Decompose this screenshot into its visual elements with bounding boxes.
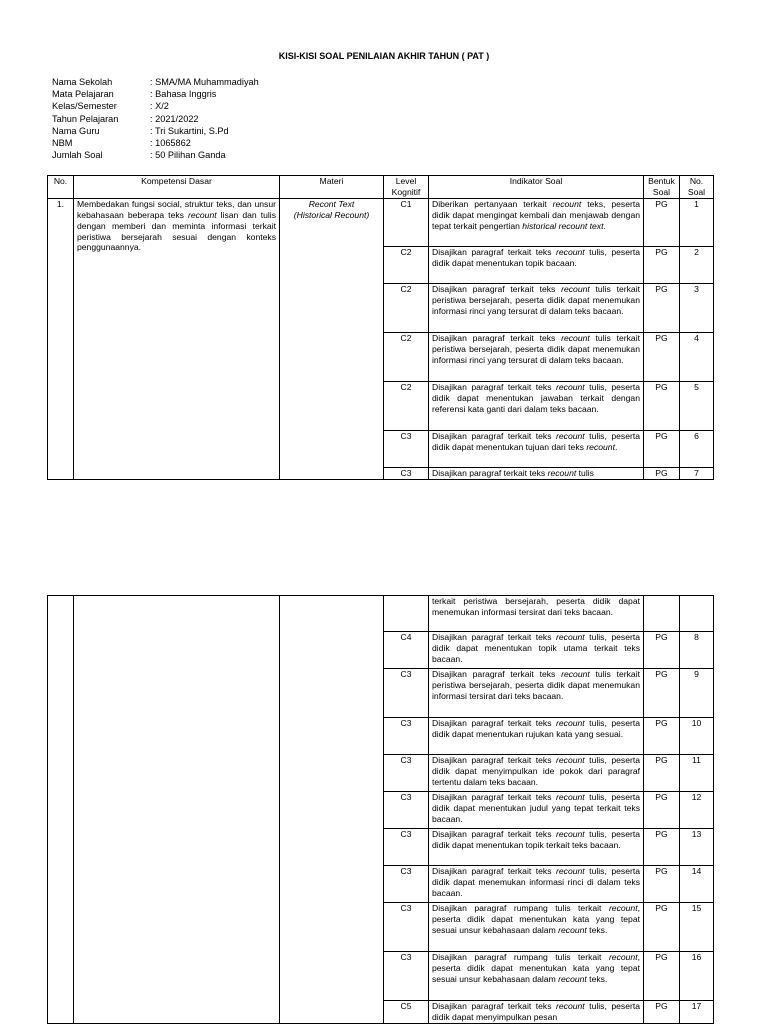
info-row bbox=[52, 125, 259, 137]
indikator-cell: Disajikan paragraf terkait teks recount tulis terkait peristiwa bersejarah, peserta didik dapat menemukan informasi rinci yang tersurat di dalam teks bacaan. bbox=[429, 332, 644, 381]
level-kognitif-cell: C3 bbox=[384, 866, 429, 903]
info-value: : X/2 bbox=[150, 101, 169, 112]
info-row bbox=[52, 76, 259, 88]
info-value: : SMA/MA Muhammadiyah bbox=[150, 77, 259, 87]
header-no-soal: No. Soal bbox=[680, 176, 714, 199]
no-soal-cell: 3 bbox=[680, 283, 714, 332]
kompetensi-dasar-empty bbox=[74, 596, 280, 1024]
info-value: : 2021/2022 bbox=[150, 113, 199, 124]
no-soal-cell: 8 bbox=[680, 632, 714, 669]
table-header-row bbox=[48, 176, 714, 199]
level-kognitif-cell: C5 bbox=[384, 1001, 429, 1024]
school-info-block bbox=[52, 76, 259, 161]
no-soal-cell: 14 bbox=[680, 866, 714, 903]
indikator-cell: Disajikan paragraf terkait teks recount tulis, peserta didik dapat menentukan topik terkait teks bacaan. bbox=[429, 829, 644, 866]
indikator-cell: Disajikan paragraf terkait teks recount tulis, peserta didik dapat menyimpulkan ide pokok dari paragraf tertentu dalam teks bacaan. bbox=[429, 755, 644, 792]
indikator-cell: Disajikan paragraf terkait teks recount tulis, peserta didik dapat menentukan tujuan dari teks recount. bbox=[429, 430, 644, 467]
info-row bbox=[52, 137, 259, 149]
no-soal-cell: 12 bbox=[680, 792, 714, 829]
bentuk-soal-cell: PG bbox=[644, 246, 680, 283]
level-kognitif-cell: C3 bbox=[384, 952, 429, 1001]
bentuk-soal-cell: PG bbox=[644, 829, 680, 866]
no-soal-cell: 4 bbox=[680, 332, 714, 381]
bentuk-soal-cell: PG bbox=[644, 198, 680, 246]
level-kognitif-cell: C4 bbox=[384, 632, 429, 669]
indicator-italic-term: recount bbox=[556, 430, 585, 441]
bentuk-soal-empty bbox=[644, 596, 680, 632]
kisi-kisi-table-page-1 bbox=[47, 175, 714, 480]
no-soal-cell: 10 bbox=[680, 718, 714, 755]
bentuk-soal-cell: PG bbox=[644, 332, 680, 381]
row-number: 1. bbox=[48, 198, 74, 479]
level-kognitif-cell: C3 bbox=[384, 718, 429, 755]
no-soal-cell: 7 bbox=[680, 467, 714, 479]
no-soal-cell: 6 bbox=[680, 430, 714, 467]
indicator-italic-term: recount bbox=[586, 441, 615, 452]
bentuk-soal-cell: PG bbox=[644, 381, 680, 430]
indicator-italic-term: recount bbox=[556, 246, 585, 257]
document-title: KISI-KISI SOAL PENILAIAN AKHIR TAHUN ( PAT ) bbox=[278, 51, 490, 61]
level-kognitif-empty bbox=[384, 596, 429, 632]
info-row bbox=[52, 100, 259, 112]
level-kognitif-cell: C1 bbox=[384, 198, 429, 246]
no-soal-cell: 15 bbox=[680, 903, 714, 952]
indikator-cell: Diberikan pertanyaan terkait recount teks, peserta didik dapat mengingat kembali dan menjawab dengan tepat terkait pengertian historical recount text. bbox=[429, 198, 644, 246]
level-kognitif-cell: C3 bbox=[384, 430, 429, 467]
materi-line-2: (Historical Recount) bbox=[293, 209, 370, 220]
materi-cell bbox=[280, 198, 384, 479]
indicator-italic-term: recount bbox=[561, 669, 590, 679]
indikator-continuation-cell: terkait peristiwa bersejarah, peserta didik dapat menemukan informasi tersirat dari teks bacaan. bbox=[429, 596, 644, 632]
indikator-cell: Disajikan paragraf terkait teks recount tulis terkait peristiwa bersejarah, peserta didik dapat menemukan informasi rinci yang tersurat di dalam teks bacaan. bbox=[429, 283, 644, 332]
bentuk-soal-cell: PG bbox=[644, 952, 680, 1001]
info-label: Tahun Pelajaran bbox=[52, 113, 119, 124]
level-kognitif-cell: C3 bbox=[384, 829, 429, 866]
kisi-kisi-table-page-2 bbox=[47, 595, 714, 1024]
info-label: Mata Pelajaran bbox=[52, 89, 114, 100]
materi-line-1: Recont Text bbox=[308, 198, 355, 209]
bentuk-soal-cell: PG bbox=[644, 718, 680, 755]
level-kognitif-cell: C2 bbox=[384, 381, 429, 430]
indikator-cell: Disajikan paragraf rumpang tulis terkait recount, peserta didik dapat menentukan kata yang tepat sesuai unsur kebahasaan dalam recount teks. bbox=[429, 903, 644, 952]
bentuk-soal-cell: PG bbox=[644, 792, 680, 829]
level-kognitif-cell: C3 bbox=[384, 669, 429, 718]
info-label: NBM bbox=[52, 138, 73, 149]
indicator-italic-term: recount bbox=[608, 952, 638, 962]
level-kognitif-cell: C3 bbox=[384, 903, 429, 952]
level-kognitif-cell: C3 bbox=[384, 755, 429, 792]
indicator-italic-term: recount bbox=[556, 632, 585, 642]
bentuk-soal-cell: PG bbox=[644, 669, 680, 718]
indikator-cell: Disajikan paragraf terkait teks recount tulis, peserta didik dapat menentukan judul yang tepat terkait teks bacaan. bbox=[429, 792, 644, 829]
no-soal-cell: 2 bbox=[680, 246, 714, 283]
table-row bbox=[48, 198, 714, 246]
indicator-italic-term: recount bbox=[561, 332, 590, 343]
indikator-cell: Disajikan paragraf terkait teks recount tulis, peserta didik dapat menemukan informasi rinci di dalam teks bacaan. bbox=[429, 866, 644, 903]
indicator-italic-term: recount bbox=[547, 467, 577, 478]
level-kognitif-cell: C3 bbox=[384, 467, 429, 479]
info-value: : 50 Pilihan Ganda bbox=[150, 150, 226, 161]
kompetensi-dasar-cell: Membedakan fungsi social, struktur teks, dan unsur kebahasaan beberapa teks recount lisan dan tulis dengan memberi dan meminta informasi terkait peristiwa bersejarah sesuai dengan konteks penggunaannya. bbox=[74, 198, 280, 479]
indicator-italic-term: recount bbox=[552, 198, 582, 209]
indikator-cell: Disajikan paragraf terkait teks recount tulis, peserta didik dapat menentukan topik bacaan. bbox=[429, 246, 644, 283]
level-kognitif-cell: C2 bbox=[384, 246, 429, 283]
indikator-cell: Disajikan paragraf terkait teks recount tulis bbox=[429, 467, 644, 479]
materi-empty bbox=[280, 596, 384, 1024]
info-value: : 1065862 bbox=[150, 138, 191, 149]
indikator-cell: Disajikan paragraf terkait teks recount tulis terkait peristiwa bersejarah, peserta didik dapat menemukan informasi tersirat dari teks bacaan. bbox=[429, 669, 644, 718]
bentuk-soal-cell: PG bbox=[644, 467, 680, 479]
no-soal-cell: 5 bbox=[680, 381, 714, 430]
level-kognitif-cell: C3 bbox=[384, 792, 429, 829]
header-no: No. bbox=[48, 176, 74, 199]
info-value: : Bahasa Inggris bbox=[150, 89, 217, 100]
level-kognitif-cell: C2 bbox=[384, 332, 429, 381]
indikator-cell: Disajikan paragraf rumpang tulis terkait recount, peserta didik dapat menentukan kata yang tepat sesuai unsur kebahasaan dalam recount teks. bbox=[429, 952, 644, 1001]
header-indikator-soal: Indikator Soal bbox=[429, 176, 644, 199]
no-soal-empty bbox=[680, 596, 714, 632]
indikator-cell: Disajikan paragraf terkait teks recount tulis, peserta didik dapat menentukan topik utama terkait teks bacaan. bbox=[429, 632, 644, 669]
kd-italic-term: recount bbox=[187, 209, 217, 220]
info-label: Nama Sekolah bbox=[52, 77, 113, 87]
info-row bbox=[52, 149, 259, 161]
no-soal-cell: 13 bbox=[680, 829, 714, 866]
info-value: : Tri Sukartini, S.Pd bbox=[150, 125, 229, 136]
no-soal-cell: 16 bbox=[680, 952, 714, 1001]
level-kognitif-cell: C2 bbox=[384, 283, 429, 332]
header-level-kognitif: Level Kognitif bbox=[384, 176, 429, 199]
indicator-italic-term: recount bbox=[556, 829, 585, 839]
indikator-cell: Disajikan paragraf terkait teks recount tulis, peserta didik dapat menentukan rujukan kata yang sesuai. bbox=[429, 718, 644, 755]
no-soal-cell: 11 bbox=[680, 755, 714, 792]
bentuk-soal-cell: PG bbox=[644, 903, 680, 952]
indicator-italic-term: historical recount text. bbox=[522, 220, 606, 231]
bentuk-soal-cell: PG bbox=[644, 283, 680, 332]
no-soal-cell: 1 bbox=[680, 198, 714, 246]
indikator-cell: Disajikan paragraf terkait teks recount tulis, peserta didik dapat menyimpulkan pesan bbox=[429, 1001, 644, 1024]
bentuk-soal-cell: PG bbox=[644, 430, 680, 467]
bentuk-soal-cell: PG bbox=[644, 632, 680, 669]
bentuk-soal-cell: PG bbox=[644, 755, 680, 792]
no-soal-cell: 9 bbox=[680, 669, 714, 718]
indicator-italic-term: recount bbox=[558, 924, 587, 935]
indicator-italic-term: recount bbox=[556, 792, 585, 802]
indicator-italic-term: recount bbox=[558, 973, 587, 984]
indicator-italic-term: recount bbox=[561, 283, 590, 294]
header-bentuk-soal: Bentuk Soal bbox=[644, 176, 680, 199]
info-row bbox=[52, 88, 259, 100]
no-soal-cell: 17 bbox=[680, 1001, 714, 1024]
indicator-italic-term: recount bbox=[556, 866, 585, 876]
bentuk-soal-cell: PG bbox=[644, 1001, 680, 1024]
table-row-continuation bbox=[48, 596, 714, 632]
info-row bbox=[52, 113, 259, 125]
info-label: Kelas/Semester bbox=[52, 101, 117, 112]
info-label: Nama Guru bbox=[52, 125, 100, 136]
indicator-italic-term: recount bbox=[556, 755, 585, 765]
indicator-italic-term: recount bbox=[556, 381, 585, 392]
header-materi: Materi bbox=[280, 176, 384, 199]
row-number-empty bbox=[48, 596, 74, 1024]
indicator-italic-term: recount bbox=[556, 718, 585, 728]
indikator-cell: Disajikan paragraf terkait teks recount tulis, peserta didik dapat menentukan jawaban terkait dengan referensi kata ganti dari dalam teks bacaan. bbox=[429, 381, 644, 430]
header-kompetensi-dasar: Kompetensi Dasar bbox=[74, 176, 280, 199]
indicator-italic-term: recount bbox=[556, 1001, 585, 1011]
indicator-italic-term: recount bbox=[608, 903, 638, 913]
info-label: Jumlah Soal bbox=[52, 150, 103, 161]
bentuk-soal-cell: PG bbox=[644, 866, 680, 903]
